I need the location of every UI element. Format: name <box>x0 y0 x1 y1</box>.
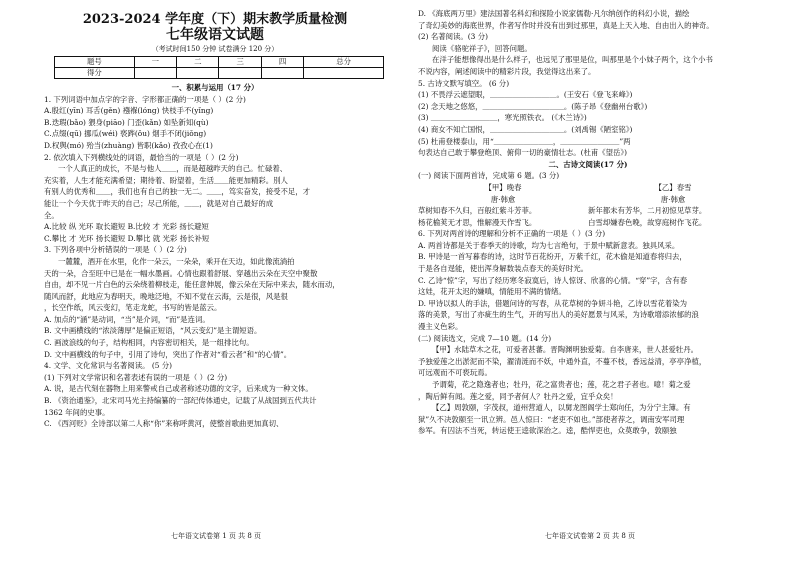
score-table <box>54 56 384 79</box>
text-line: B. 甲诗是一首写暮春的诗，这时节百花纷开，万紫千红，花木偷是知道春将归去， <box>418 252 687 262</box>
text-line: A. 说，是古代刻在器物上用来警戒自己或者称述功德的文字，后来成为一种文体。 <box>44 384 313 394</box>
text-line: (2) 名著阅读。(3 分) <box>418 32 488 42</box>
text-line: 不说内容，阐述阅读中的精彩片段，我觉得这出来了。 <box>418 66 596 76</box>
table-cell: 三 <box>219 57 261 68</box>
subject-title: 七年级语文试题 <box>166 27 264 43</box>
text-line: (5) 杜甫登楼泰山，用“＿＿＿＿＿＿＿＿，＿＿＿＿＿＿＿＿”两 <box>418 136 631 146</box>
table-cell: 二 <box>177 57 219 68</box>
text-line: D. 甲诗以拟人的手法，借题问诗的写春，从花草树的争妍斗艳，乙诗以雪花着染为 <box>418 298 688 308</box>
text-line: 一麓麓，酒开在水里，化作一朵云，一朵朵，乘开在天边，如此像流淌拍 <box>58 256 295 266</box>
text-line: ，陶后鲜有闻。莲之爱，同予者何人？牡丹之爱，宜乎众矣！ <box>418 391 618 401</box>
left-column <box>44 8 386 430</box>
text-line: C. 乙诗“惊”字，写出了经历寒冬寂寞后，诗人惊讶、欣喜的心情。“穿”字，含有春 <box>418 275 688 285</box>
text-line: B.迭瑕(bǎo) 猥身(piāo) 门歪(kǎn) 如坠新知(qù) <box>44 117 209 127</box>
text-line: D. 文中画横线的句子中，引用了诗句，突出了作者对“看云者”和“的心情”。 <box>44 349 292 359</box>
table-cell: 四 <box>261 57 303 68</box>
poem-a <box>418 182 588 228</box>
text-line: 能让一个今天优于昨天的自己；尽己所能，＿＿，就是对自己最好的成 <box>44 198 274 208</box>
text-line: (二) 阅读选文，完成 7—10 题。(14 分) <box>418 333 552 343</box>
text-line: 句表达自己敢于攀登绝顶、俯仰一切的豪情壮志。(杜甫《望岳》) <box>418 148 628 158</box>
text-line: 阅读《骆驼祥子》，回答问题。 <box>432 43 532 53</box>
right-body-top <box>418 8 758 182</box>
exam-info: （考试时间150 分钟 试卷满分 120 分） <box>151 45 279 53</box>
text-line: (1) 下列对文学常识和名著表述有误的一项是（ ）(2 分) <box>44 372 228 382</box>
text-line: D.权舆(mó) 殆当(zhuàng) 皆职(kǎo) 孜孜心在(1) <box>44 140 213 150</box>
text-line: 天的一朵，合至旺中已是在一幅水墨画。心情也跟着舒展、穿越出云朵在天空中聚散 <box>44 268 318 278</box>
text-line: (1) 不畏浮云遮望眼，＿＿＿＿＿＿＿＿＿。(王安石《登飞来峰》) <box>418 90 633 100</box>
text-line: 充实着，人生才能充满希望；期待着、盼望着，生活＿＿能更加精彩。別人 <box>44 175 288 185</box>
text-line: 在洋子能想像得出是什么样子，也远见了那里是位，叫那里是个小妹子两个，这个小书 <box>432 55 713 65</box>
text-line: 落的美景，写出了亦疵生的生气，开的写出人的美好愿景与风采，为诗歌增添浓郁的浪 <box>418 310 699 320</box>
text-line: 狱”久不决敦颐至一讯立辨。邑人惊曰：“老吏不如也。”部使者荐之，调南安军司理 <box>418 414 685 424</box>
text-line: 予独爱莲之出淤泥而不染，濯清涟而不妖，中通外直，不蔓不枝，香远益清，亭亭净植， <box>418 356 707 366</box>
text-line: 可远观而不可亵玩焉。 <box>418 368 492 378</box>
text-line: 参军。有囚法不当死，转运使王逵欲深治之。逵，酷悍吏也，众莫敢争，敦颐独 <box>418 426 677 436</box>
text-line: 2. 依次填入下列横线处的词语，最恰当的一项是（ ）(2 分) <box>44 152 239 162</box>
poem-a-label: 【甲】晚春 <box>484 182 522 192</box>
left-body <box>44 82 386 430</box>
text-line: C.点缀(qū) 挪瓜(wéi) 亵跸(ǒu) 烟手不闭(jiǒng) <box>44 129 207 139</box>
table-cell: 题号 <box>55 57 135 68</box>
score-table-header-row <box>55 57 384 68</box>
table-cell <box>134 68 176 79</box>
text-line: B. 文中画横线的“浓淡薄厚”是偏正短语，“风云变幻”是主谓短语。 <box>44 326 262 336</box>
poems-block <box>418 182 758 228</box>
text-line: 了奇幻美妙的海底世界，作者写作时并没有出到过那里，真是上天入地、自由出入的神奇。 <box>418 20 714 30</box>
text-line: (一) 阅读下面两首诗，完成第 6 题。(3 分) <box>418 171 560 181</box>
score-table-score-row <box>55 68 384 79</box>
text-line: A. 两首诗都是关于春季天的诗歌，均为七言绝句，于景中赋新意表。独具风采。 <box>418 240 680 250</box>
text-line: 予谓菊，花之隐逸者也；牡丹，花之富贵者也；莲，花之君子者也。噫！菊之爱 <box>432 380 691 389</box>
text-line: 3. 下列各项中分析错误的一项是（ ）(2 分) <box>44 245 187 255</box>
text-line: 【乙】周敦颐，字茂叔，道州营道人，以舅龙图阁学士郑向任，为分宁主簿。有 <box>432 403 691 413</box>
text-line: 1362 年间的史事。 <box>44 407 110 417</box>
text-line: 随风而舒，此地应为春明天，晚地泛地，不知不觉在云海，云是很，风是很 <box>44 291 288 301</box>
text-line: 4. 文学、文化常识与名著阅读。 (5 分) <box>44 361 173 371</box>
text-line: C.攀比 才 光环 扬长避短 D.攀比 就 光彩 扬长补短 <box>44 233 210 243</box>
text-line: 【甲】水陆草木之花，可爱者甚蕃。晋陶渊明独爱菊。自李唐来，世人甚爱牡丹。 <box>432 345 699 355</box>
text-line: (2) 念天地之悠悠，＿＿＿＿＿＿＿＿＿＿＿。(陈子昂《登幽州台歌》) <box>418 101 648 111</box>
text-line: 漫主义色彩。 <box>418 322 463 332</box>
poem-b-line: 白雪却嫌春色晚，故穿庭树作飞花。 <box>588 217 707 227</box>
text-line: 二、古诗文阅读(17 分) <box>548 159 628 169</box>
text-line: D. 《海底两万里》建法国著名科幻和探险小说家儒勒·凡尔纳创作的科幻小说，描绘 <box>418 9 690 18</box>
poem-a-line: 杨花榆荚无才思，惟解漫天作雪飞。 <box>418 217 537 227</box>
text-line: 1. 下列词语中加点字的字音、字形都正确的一项是（ ）(2 分) <box>44 94 246 104</box>
text-line: C. 画波浪线的句子，结构相同，内容密切相关，是一组排比句。 <box>44 338 254 348</box>
text-line: 一个人真正的成长，不是与他人＿＿，而是超越昨天的自己。忙碌着、 <box>58 164 288 174</box>
text-line: 全。 <box>44 210 59 220</box>
poem-b-author: 唐·韩愈 <box>660 194 686 204</box>
text-line: (3) ＿＿＿＿＿＿＿＿＿，寒光照铁衣。 (《木兰诗》) <box>418 113 587 123</box>
text-line: B. 《资治通鉴》，北宋司马光主持编纂的一部纪传体通史，记载了从战国到五代共计 <box>44 396 317 406</box>
text-line: A. 加点的“涵”是动词，“当”是介词，“而”是连词。 <box>44 314 210 324</box>
text-line: (4) 商女不知亡国恨，＿＿＿＿＿＿＿＿＿＿。(刘禹锡《陋室铭》) <box>418 124 633 134</box>
text-line: A.殷红(yīn) 耳舌(gěn) 襁褓(lóng) 快枝手不(yǐng) <box>44 106 214 116</box>
text-line: 于是各自逞能，使出浑身解数装点春天的美好时光。 <box>418 264 588 274</box>
table-cell: 总分 <box>304 57 384 68</box>
text-line: 有别人的优秀和＿＿，我们也有自己的独一无二。＿＿，笃实奋发，接受不足，才 <box>44 187 311 197</box>
poem-a-line: 草树知春不久归，百般红紫斗芳菲。 <box>418 206 537 216</box>
footer-left: 七年语文试卷第 1 页 共 8 页 <box>170 532 262 540</box>
text-line: 这娃，花开太迟的嫌嗔，情能用不满的情绪。 <box>418 287 566 297</box>
text-line: 一、积累与运用（17 分） <box>171 83 259 92</box>
footer-right: 七年语文试卷第 2 页 共 8 页 <box>544 532 636 540</box>
exam-title: 2023-2024 学年度（下）期末教学质量检测 <box>82 12 348 27</box>
table-cell <box>219 68 261 79</box>
table-cell <box>304 68 384 79</box>
text-line: C. 《西河贬》全诗部以第二人称“你”来称呼黄河，使整首歌曲更加真切、 <box>44 419 284 429</box>
poem-b <box>588 182 758 228</box>
right-body-bottom <box>418 228 758 437</box>
poem-a-author: 唐·韩愈 <box>490 194 516 204</box>
table-cell <box>261 68 303 79</box>
text-line: A.比较 纵 光环 取长避短 B.比较 才 光彩 扬长避短 <box>44 222 209 232</box>
poem-b-line: 新年都未有芳华，二月初惊见草芽。 <box>588 206 707 216</box>
table-cell: 得分 <box>55 68 135 79</box>
poem-b-label: 【乙】春雪 <box>654 182 692 192</box>
text-line: ，长空作纸，风云变幻，笔走龙蛇，书写的皆是蓝云。 <box>44 303 222 313</box>
table-cell <box>177 68 219 79</box>
right-column <box>418 8 758 437</box>
text-line: 5. 古诗文默写填空。 (6 分) <box>418 78 510 88</box>
table-cell: 一 <box>134 57 176 68</box>
text-line: 6. 下列对两首诗的理解和分析不正确的一项是（ ）(3 分) <box>418 229 606 239</box>
text-line: 自由，却不见一片白色的云朵绕着柳枝走，能任意伸展，像云朵在天际中来去，随水而动， <box>44 280 340 290</box>
